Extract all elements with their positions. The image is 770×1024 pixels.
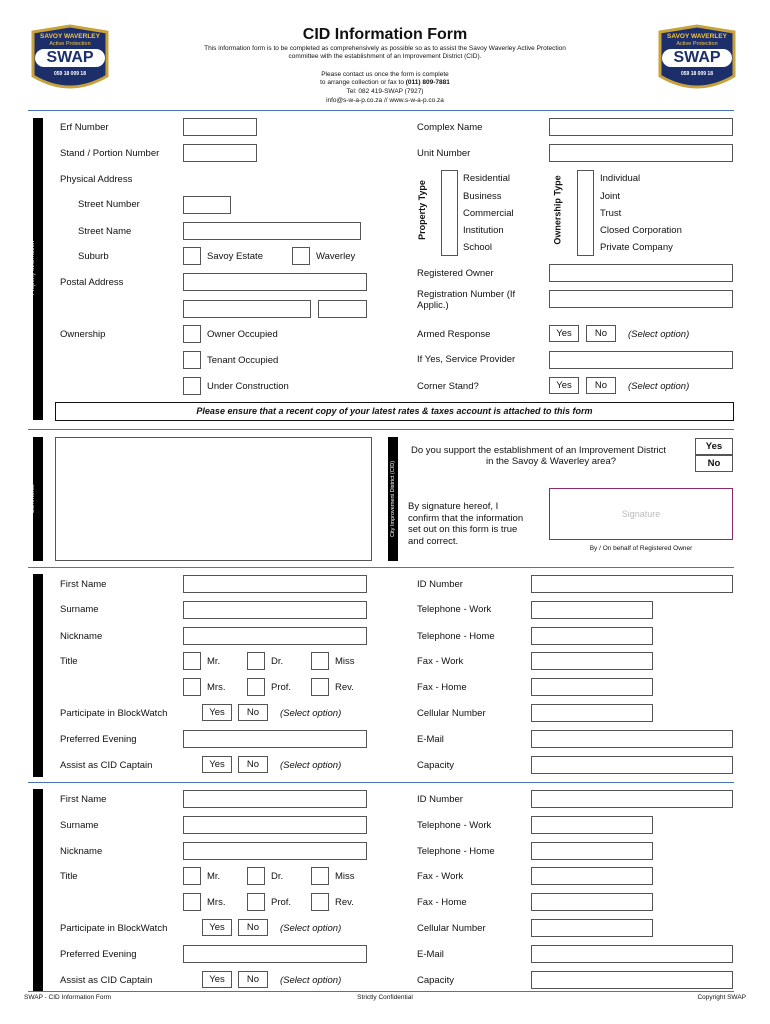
- intro-line1: This information form is to be completed as comprehensively as possible so as to assist the Savoy Waverley Active Protection: [204, 45, 566, 52]
- logo-line1: SAVOY WAVERLEY: [40, 33, 100, 40]
- ownership-type-checkboxes[interactable]: [577, 170, 594, 256]
- label-property-type: Property Type: [416, 180, 427, 240]
- sig-text-line3: set out on this form is true: [408, 524, 518, 535]
- label-prof: Prof.: [271, 897, 292, 908]
- logo-phone: 059 18 009 18: [54, 71, 86, 77]
- secondary-first-name-input[interactable]: [183, 790, 367, 808]
- label-fax-work: Fax - Work: [417, 871, 464, 882]
- section-label-comments: Comments: [30, 484, 36, 514]
- sig-text-line2: confirm that the information: [408, 513, 524, 524]
- label-tel-home: Telephone - Home: [417, 631, 495, 642]
- logo-main: SWAP: [662, 49, 732, 67]
- intro-line2: committee with the establishment of an Improvement District (CID).: [288, 53, 482, 60]
- label-title: Title: [60, 871, 78, 882]
- label-postal: Postal Address: [60, 277, 124, 288]
- ptype-business: Business: [463, 191, 502, 202]
- otype-trust: Trust: [600, 208, 622, 219]
- section-label-cid: City Improvement District (CID): [390, 460, 396, 538]
- stand-input[interactable]: [183, 144, 257, 162]
- label-cell: Cellular Number: [417, 708, 486, 719]
- contact-line1: Please contact us once the form is complete: [321, 71, 449, 78]
- label-waverley: Waverley: [316, 251, 356, 262]
- cid-yes-button[interactable]: Yes: [695, 438, 733, 455]
- primary-capacity-input[interactable]: [531, 756, 733, 774]
- primary-miss-checkbox[interactable]: [311, 652, 329, 670]
- primary-id-input[interactable]: [531, 575, 733, 593]
- secondary-evening-input[interactable]: [183, 945, 367, 963]
- postal-input-1[interactable]: [183, 273, 367, 291]
- primary-dr-checkbox[interactable]: [247, 652, 265, 670]
- label-capacity: Capacity: [417, 760, 454, 771]
- ptype-institution: Institution: [463, 225, 504, 236]
- secondary-tel-work-input[interactable]: [531, 816, 653, 834]
- label-captain: Assist as CID Captain: [60, 975, 153, 986]
- secondary-rev-checkbox[interactable]: [311, 893, 329, 911]
- ptype-school: School: [463, 242, 493, 253]
- primary-prof-checkbox[interactable]: [247, 678, 265, 696]
- label-mr: Mr.: [207, 871, 221, 882]
- label-stand: Stand / Portion Number: [60, 148, 160, 159]
- secondary-id-input[interactable]: [531, 790, 733, 808]
- footer-center: Strictly Confidential: [357, 994, 413, 1001]
- label-first-name: First Name: [60, 794, 107, 805]
- divider: [28, 991, 734, 992]
- otype-cc: Closed Corporation: [600, 225, 682, 236]
- otype-individual: Individual: [600, 173, 641, 184]
- footer-right: Copyright SWAP: [697, 994, 746, 1001]
- label-ownership: Ownership: [60, 329, 106, 340]
- signature-behalf: By / On behalf of Registered Owner: [589, 545, 693, 552]
- secondary-fax-home-input[interactable]: [531, 893, 653, 911]
- label-surname: Surname: [60, 604, 99, 615]
- secondary-tel-home-input[interactable]: [531, 842, 653, 860]
- secondary-bw-select-hint: (Select option): [280, 923, 342, 934]
- label-complex: Complex Name: [417, 122, 483, 133]
- label-blockwatch: Participate in BlockWatch: [60, 708, 168, 719]
- label-fax-work: Fax - Work: [417, 656, 464, 667]
- primary-mrs-checkbox[interactable]: [183, 678, 201, 696]
- armed-no-button[interactable]: No: [586, 325, 616, 342]
- cid-question-line1: Do you support the establishment of an Improvement District: [411, 445, 667, 456]
- primary-surname-input[interactable]: [183, 601, 367, 619]
- label-id: ID Number: [417, 794, 463, 805]
- primary-email-input[interactable]: [531, 730, 733, 748]
- label-registered-owner: Registered Owner: [417, 268, 494, 279]
- page-title: CID Information Form: [302, 26, 468, 43]
- label-mrs: Mrs.: [207, 897, 226, 908]
- label-mr: Mr.: [207, 656, 221, 667]
- label-nickname: Nickname: [60, 846, 103, 857]
- secondary-mr-checkbox[interactable]: [183, 867, 201, 885]
- contact-line2-text: to arrange collection or fax to: [320, 79, 406, 86]
- label-email: E-Mail: [417, 949, 444, 960]
- label-first-name: First Name: [60, 579, 107, 590]
- sig-text-line4: and correct.: [408, 536, 459, 547]
- section-bar-secondary: [33, 789, 43, 992]
- primary-fax-home-input[interactable]: [531, 678, 653, 696]
- postal-code-input[interactable]: [318, 300, 367, 318]
- label-dr: Dr.: [271, 656, 284, 667]
- street-number-input[interactable]: [183, 196, 231, 214]
- label-tenant-occupied: Tenant Occupied: [207, 355, 279, 366]
- logo-phone: 059 18 009 18: [681, 71, 713, 77]
- service-provider-input[interactable]: [549, 351, 733, 369]
- section-label-secondary: Information – Secondary Contact: [25, 845, 31, 933]
- registered-owner-input[interactable]: [549, 264, 733, 282]
- label-street-number: Street Number: [78, 199, 140, 210]
- label-email: E-Mail: [417, 734, 444, 745]
- label-rev: Rev.: [335, 682, 354, 693]
- divider: [28, 782, 734, 783]
- label-ownership-type: Ownership Type: [552, 175, 563, 245]
- section-label-primary: Information – Primary Contact: [25, 635, 31, 715]
- otype-joint: Joint: [600, 191, 621, 202]
- contact-line3: Tel: 082 419-SWAP (7927): [346, 88, 424, 95]
- armed-select-hint: (Select option): [628, 329, 690, 340]
- ptype-residential: Residential: [463, 173, 510, 184]
- contact-line2: [130, 79, 640, 86]
- label-miss: Miss: [335, 871, 355, 882]
- unit-input[interactable]: [549, 144, 733, 162]
- secondary-fax-work-input[interactable]: [531, 867, 653, 885]
- label-armed-response: Armed Response: [417, 329, 491, 340]
- logo-main: SWAP: [35, 49, 105, 67]
- secondary-capacity-input[interactable]: [531, 971, 733, 989]
- ptype-commercial: Commercial: [463, 208, 514, 219]
- label-corner-stand: Corner Stand?: [417, 381, 479, 392]
- sig-text-line1: By signature hereof, I: [408, 501, 499, 512]
- secondary-email-input[interactable]: [531, 945, 733, 963]
- secondary-bw-no-button[interactable]: No: [238, 919, 268, 936]
- secondary-captain-yes-button[interactable]: Yes: [202, 971, 232, 988]
- label-id: ID Number: [417, 579, 463, 590]
- secondary-captain-select-hint: (Select option): [280, 975, 342, 986]
- secondary-dr-checkbox[interactable]: [247, 867, 265, 885]
- divider: [28, 429, 734, 430]
- tenant-occupied-checkbox[interactable]: [183, 351, 201, 369]
- cid-question-line2: in the Savoy & Waverley area?: [485, 456, 617, 467]
- secondary-captain-no-button[interactable]: No: [238, 971, 268, 988]
- under-construction-checkbox[interactable]: [183, 377, 201, 395]
- logo-line2: Active Protection: [676, 41, 718, 47]
- primary-bw-no-button[interactable]: No: [238, 704, 268, 721]
- label-fax-home: Fax - Home: [417, 682, 467, 693]
- section-bar-primary: [33, 574, 43, 777]
- divider: [28, 567, 734, 568]
- primary-captain-select-hint: (Select option): [280, 760, 342, 771]
- property-type-checkboxes[interactable]: [441, 170, 458, 256]
- primary-rev-checkbox[interactable]: [311, 678, 329, 696]
- label-under-construction: Under Construction: [207, 381, 289, 392]
- corner-no-button[interactable]: No: [586, 377, 616, 394]
- label-cell: Cellular Number: [417, 923, 486, 934]
- label-captain: Assist as CID Captain: [60, 760, 153, 771]
- fax-number: (011) 809-7881: [405, 79, 450, 86]
- secondary-bw-yes-button[interactable]: Yes: [202, 919, 232, 936]
- secondary-cell-input[interactable]: [531, 919, 653, 937]
- label-unit: Unit Number: [417, 148, 471, 159]
- signature-box[interactable]: Signature: [549, 488, 733, 540]
- secondary-mrs-checkbox[interactable]: [183, 893, 201, 911]
- label-prof: Prof.: [271, 682, 292, 693]
- primary-first-name-input[interactable]: [183, 575, 367, 593]
- label-registration-number: Registration Number (If Applic.): [417, 289, 516, 311]
- logo-line1: SAVOY WAVERLEY: [667, 33, 727, 40]
- label-physical: Physical Address: [60, 174, 133, 185]
- label-street-name: Street Name: [78, 226, 132, 237]
- secondary-miss-checkbox[interactable]: [311, 867, 329, 885]
- primary-captain-yes-button[interactable]: Yes: [202, 756, 232, 773]
- complex-input[interactable]: [549, 118, 733, 136]
- primary-nickname-input[interactable]: [183, 627, 367, 645]
- label-savoy-estate: Savoy Estate: [207, 251, 263, 262]
- primary-fax-work-input[interactable]: [531, 652, 653, 670]
- primary-mr-checkbox[interactable]: [183, 652, 201, 670]
- primary-captain-no-button[interactable]: No: [238, 756, 268, 773]
- comments-textarea[interactable]: [55, 437, 372, 561]
- label-erf: Erf Number: [60, 122, 109, 133]
- otype-private: Private Company: [600, 242, 673, 253]
- primary-bw-yes-button[interactable]: Yes: [202, 704, 232, 721]
- footer-left: SWAP - CID Information Form: [24, 994, 112, 1001]
- label-tel-work: Telephone - Work: [417, 604, 492, 615]
- label-suburb: Suburb: [78, 251, 109, 262]
- label-tel-home: Telephone - Home: [417, 846, 495, 857]
- registration-number-input[interactable]: [549, 290, 733, 308]
- corner-select-hint: (Select option): [628, 381, 690, 392]
- label-blockwatch: Participate in BlockWatch: [60, 923, 168, 934]
- label-capacity: Capacity: [417, 975, 454, 986]
- owner-occupied-checkbox[interactable]: [183, 325, 201, 343]
- label-miss: Miss: [335, 656, 355, 667]
- primary-cell-input[interactable]: [531, 704, 653, 722]
- section-label-property: Property Information: [30, 240, 36, 296]
- attachment-notice: Please ensure that a recent copy of your latest rates & taxes account is attached to this form: [55, 402, 734, 421]
- primary-tel-home-input[interactable]: [531, 627, 653, 645]
- suburb-waverley-checkbox[interactable]: [292, 247, 310, 265]
- erf-input[interactable]: [183, 118, 257, 136]
- label-mrs: Mrs.: [207, 682, 226, 693]
- suburb-savoy-checkbox[interactable]: [183, 247, 201, 265]
- label-dr: Dr.: [271, 871, 284, 882]
- postal-input-2[interactable]: [183, 300, 311, 318]
- label-nickname: Nickname: [60, 631, 103, 642]
- primary-bw-select-hint: (Select option): [280, 708, 342, 719]
- logo-line2: Active Protection: [49, 41, 91, 47]
- label-fax-home: Fax - Home: [417, 897, 467, 908]
- primary-evening-input[interactable]: [183, 730, 367, 748]
- swap-logo-left: [25, 24, 115, 96]
- secondary-surname-input[interactable]: [183, 816, 367, 834]
- cid-no-button[interactable]: No: [695, 455, 733, 472]
- label-title: Title: [60, 656, 78, 667]
- contact-line4: info@s-w-a-p.co.za // www.s-w-a-p.co.za: [326, 97, 444, 104]
- label-evening: Preferred Evening: [60, 949, 137, 960]
- label-surname: Surname: [60, 820, 99, 831]
- primary-tel-work-input[interactable]: [531, 601, 653, 619]
- armed-yes-button[interactable]: Yes: [549, 325, 579, 342]
- label-service-provider: If Yes, Service Provider: [417, 354, 516, 365]
- label-rev: Rev.: [335, 897, 354, 908]
- swap-logo-right: [652, 24, 742, 96]
- secondary-prof-checkbox[interactable]: [247, 893, 265, 911]
- label-evening: Preferred Evening: [60, 734, 137, 745]
- secondary-nickname-input[interactable]: [183, 842, 367, 860]
- divider: [28, 110, 734, 111]
- label-owner-occupied: Owner Occupied: [207, 329, 278, 340]
- street-name-input[interactable]: [183, 222, 361, 240]
- corner-yes-button[interactable]: Yes: [549, 377, 579, 394]
- label-tel-work: Telephone - Work: [417, 820, 492, 831]
